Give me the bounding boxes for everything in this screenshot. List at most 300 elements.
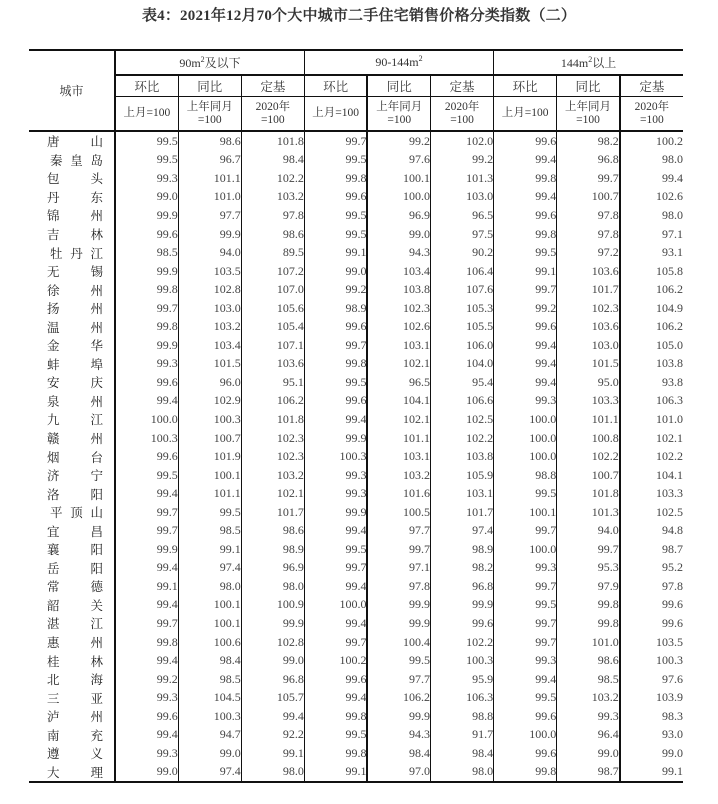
city-name-cell	[29, 707, 115, 726]
table-row	[29, 614, 683, 633]
value-cell: 103.8	[367, 280, 430, 299]
value-cell: 99.1	[304, 243, 367, 262]
value-cell: 99.8	[115, 317, 178, 336]
base-label-under-90-mom	[115, 97, 178, 132]
value-cell: 102.9	[178, 392, 241, 411]
value-cell: 99.7	[494, 521, 557, 540]
value-cell: 99.4	[304, 521, 367, 540]
value-cell: 99.5	[115, 151, 178, 170]
value-cell: 101.8	[241, 131, 304, 151]
city-name-cell	[29, 280, 115, 299]
value-cell: 99.3	[304, 466, 367, 485]
value-cell: 99.7	[115, 521, 178, 540]
value-cell: 104.1	[367, 392, 430, 411]
value-cell: 100.4	[367, 633, 430, 652]
value-cell: 103.2	[241, 466, 304, 485]
value-cell: 99.0	[304, 262, 367, 281]
value-cell: 99.4	[115, 726, 178, 745]
value-cell: 101.3	[431, 169, 494, 188]
value-cell: 99.4	[115, 596, 178, 615]
value-cell: 99.4	[494, 670, 557, 689]
value-cell: 101.0	[178, 188, 241, 207]
value-cell: 103.0	[178, 299, 241, 318]
value-cell: 103.4	[178, 336, 241, 355]
value-cell: 104.1	[656, 467, 683, 482]
value-cell: 95.1	[241, 373, 304, 392]
value-cell: 102.6	[656, 189, 683, 204]
value-cell: 103.2	[178, 317, 241, 336]
group-header-under-90: $90m^2$及以下	[115, 50, 304, 75]
table-row	[29, 392, 683, 411]
value-cell: 98.2	[431, 559, 494, 578]
base-label-line2: =100	[387, 113, 412, 126]
city-name-cell	[29, 447, 115, 466]
value-cell: 96.5	[431, 206, 494, 225]
value-cell: 100.2	[304, 651, 367, 670]
city-name: 唐 山	[47, 134, 103, 150]
value-cell: 99.5	[304, 540, 367, 559]
value-cell: 98.6	[178, 131, 241, 151]
value-cell: 101.0	[656, 411, 683, 426]
value-cell: 100.7	[557, 188, 620, 207]
city-name-cell	[29, 243, 115, 262]
city-name: 安 庆	[47, 375, 103, 391]
value-cell: 103.8	[431, 447, 494, 466]
value-cell: 107.0	[241, 280, 304, 299]
value-cell: 105.9	[431, 466, 494, 485]
value-cell: 99.9	[304, 503, 367, 522]
table-row	[29, 299, 683, 318]
value-cell: 99.6	[304, 188, 367, 207]
value-cell: 99.8	[304, 355, 367, 374]
value-cell: 99.7	[494, 280, 557, 299]
value-cell: 98.6	[557, 651, 620, 670]
value-cell: 103.9	[656, 690, 683, 705]
value-cell: 99.9	[367, 596, 430, 615]
value-cell: 91.7	[431, 726, 494, 745]
base-label-90-144-yoy	[367, 97, 430, 132]
city-name-cell	[29, 429, 115, 448]
value-cell: 99.0	[178, 744, 241, 763]
subheader-90-144-fixed-base: 定基	[431, 75, 494, 97]
value-cell: 99.9	[115, 206, 178, 225]
value-cell: 101.3	[557, 503, 620, 522]
value-cell: 99.3	[304, 484, 367, 503]
value-cell: 99.8	[494, 763, 557, 783]
value-cell: 103.3	[656, 486, 683, 501]
value-cell: 99.6	[662, 615, 683, 630]
price-index-table	[29, 49, 683, 783]
base-label-line2: =100	[450, 113, 474, 126]
table-row	[29, 280, 683, 299]
base-label-under-90-fixed-base	[241, 97, 304, 132]
value-cell: 99.7	[115, 614, 178, 633]
value-cell: 99.4	[241, 707, 304, 726]
value-cell: 98.5	[178, 521, 241, 540]
value-cell: 97.6	[662, 671, 683, 686]
value-cell: 102.2	[431, 633, 494, 652]
value-cell: 103.4	[367, 262, 430, 281]
value-cell: 105.7	[241, 688, 304, 707]
city-name-cell	[29, 503, 115, 522]
value-cell: 97.7	[367, 521, 430, 540]
value-cell: 97.7	[178, 206, 241, 225]
value-cell: 94.3	[367, 243, 430, 262]
value-cell: 99.6	[304, 317, 367, 336]
value-cell: 103.6	[241, 355, 304, 374]
value-cell: 99.8	[115, 633, 178, 652]
value-cell: 105.3	[431, 299, 494, 318]
value-cell: 98.6	[241, 225, 304, 244]
table-row	[29, 206, 683, 225]
city-name: 桂 林	[47, 653, 103, 669]
city-name-cell	[29, 484, 115, 503]
value-cell: 99.8	[557, 596, 620, 615]
value-cell: 99.6	[304, 392, 367, 411]
value-cell: 103.2	[557, 688, 620, 707]
city-name-cell	[29, 206, 115, 225]
value-cell: 106.0	[431, 336, 494, 355]
value-cell: 99.1	[304, 763, 367, 783]
table-row	[29, 336, 683, 355]
table-row	[29, 188, 683, 207]
value-cell: 99.8	[304, 707, 367, 726]
value-cell: 99.5	[304, 206, 367, 225]
value-cell: 97.1	[662, 226, 683, 241]
value-cell: 97.4	[431, 521, 494, 540]
value-cell: 99.4	[494, 355, 557, 374]
value-cell: 100.5	[367, 503, 430, 522]
value-cell: 97.8	[662, 578, 683, 593]
value-cell: 99.4	[115, 484, 178, 503]
value-cell: 102.8	[178, 280, 241, 299]
value-cell: 95.0	[557, 373, 620, 392]
value-cell: 97.5	[431, 225, 494, 244]
value-cell: 96.5	[367, 373, 430, 392]
base-label-line1: 2020年	[634, 100, 670, 113]
value-cell: 97.4	[178, 559, 241, 578]
base-label-line1: 上年同月	[564, 100, 611, 113]
value-cell: 93.1	[662, 245, 683, 260]
value-cell: 102.3	[241, 429, 304, 448]
value-cell: 99.0	[557, 744, 620, 763]
table-row	[29, 688, 683, 707]
city-name-cell	[29, 614, 115, 633]
city-name-cell	[29, 392, 115, 411]
value-cell: 99.3	[115, 688, 178, 707]
value-cell: 100.1	[494, 503, 557, 522]
value-cell: 100.1	[178, 596, 241, 615]
value-cell: 102.1	[367, 355, 430, 374]
value-cell: 99.6	[494, 707, 557, 726]
value-cell: 96.8	[241, 670, 304, 689]
value-cell: 99.0	[115, 763, 178, 783]
value-cell: 99.1	[115, 577, 178, 596]
table-row	[29, 447, 683, 466]
subheader-under-90-mom: 环比	[115, 75, 178, 97]
value-cell: 99.9	[431, 596, 494, 615]
value-cell: 99.2	[115, 670, 178, 689]
value-cell: 99.7	[115, 299, 178, 318]
value-cell: 99.4	[304, 577, 367, 596]
city-name-cell	[29, 577, 115, 596]
value-cell: 103.2	[367, 466, 430, 485]
base-label-90-144-mom	[304, 97, 367, 132]
value-cell: 93.8	[662, 374, 683, 389]
value-cell: 100.0	[494, 410, 557, 429]
value-cell: 99.8	[557, 614, 620, 633]
value-cell: 96.0	[178, 373, 241, 392]
value-cell: 99.5	[367, 651, 430, 670]
value-cell: 99.7	[557, 540, 620, 559]
city-name: 无 锡	[47, 264, 103, 280]
table-row	[29, 466, 683, 485]
value-cell: 99.6	[115, 373, 178, 392]
value-cell: 100.0	[304, 596, 367, 615]
value-cell: 96.9	[367, 206, 430, 225]
value-cell: 98.4	[178, 651, 241, 670]
value-cell: 99.7	[304, 559, 367, 578]
value-cell: 99.1	[494, 262, 557, 281]
city-name: 湛 江	[47, 616, 103, 632]
value-cell: 102.1	[241, 484, 304, 503]
value-cell: 99.3	[115, 169, 178, 188]
table-row	[29, 763, 683, 783]
base-label-line2: =100	[197, 113, 222, 126]
value-cell: 94.8	[662, 523, 683, 538]
value-cell: 99.9	[115, 336, 178, 355]
subheader-under-90-fixed-base: 定基	[241, 75, 304, 97]
value-cell: 99.5	[115, 131, 178, 151]
value-cell: 101.7	[241, 503, 304, 522]
city-name: 襄 阳	[47, 542, 103, 558]
city-name-cell	[29, 373, 115, 392]
city-name-cell	[29, 726, 115, 745]
subheader-over-144-fixed-base: 定基	[620, 75, 683, 97]
base-label-line2: =100	[640, 113, 664, 126]
city-name: 洛 阳	[47, 486, 103, 502]
value-cell: 103.3	[557, 392, 620, 411]
value-cell: 99.4	[662, 170, 683, 185]
value-cell: 107.6	[431, 280, 494, 299]
value-cell: 100.1	[178, 614, 241, 633]
base-label-line1: 上月=100	[312, 107, 360, 119]
base-label-over-144-fixed-base	[620, 97, 683, 132]
table-row	[29, 577, 683, 596]
value-cell: 105.5	[431, 317, 494, 336]
value-cell: 98.4	[367, 744, 430, 763]
value-cell: 100.7	[557, 466, 620, 485]
value-cell: 99.4	[494, 151, 557, 170]
value-cell: 94.7	[178, 726, 241, 745]
value-cell: 99.5	[494, 688, 557, 707]
value-cell: 99.3	[494, 392, 557, 411]
table-row	[29, 540, 683, 559]
city-name: 扬 州	[47, 301, 103, 317]
city-name-cell	[29, 131, 115, 151]
table-row	[29, 151, 683, 170]
city-name: 三 亚	[47, 690, 103, 706]
value-cell: 100.3	[656, 653, 683, 668]
value-cell: 103.5	[178, 262, 241, 281]
city-name: 温 州	[47, 319, 103, 335]
city-name-cell	[29, 466, 115, 485]
city-name-cell	[29, 521, 115, 540]
city-name-cell	[29, 670, 115, 689]
base-label-line1: 上年同月	[186, 100, 233, 113]
value-cell: 100.0	[367, 188, 430, 207]
value-cell: 97.9	[557, 577, 620, 596]
value-cell: 101.7	[431, 503, 494, 522]
value-cell: 99.3	[557, 707, 620, 726]
city-name: 牡丹江	[50, 245, 103, 261]
value-cell: 99.4	[494, 188, 557, 207]
value-cell: 99.6	[494, 206, 557, 225]
value-cell: 100.7	[178, 429, 241, 448]
value-cell: 106.6	[431, 392, 494, 411]
value-cell: 97.0	[367, 763, 430, 783]
value-cell: 103.6	[557, 262, 620, 281]
value-cell: 99.6	[662, 597, 683, 612]
base-label-under-90-yoy	[178, 97, 241, 132]
value-cell: 102.1	[367, 410, 430, 429]
value-cell: 98.3	[662, 708, 683, 723]
city-name: 吉 林	[47, 227, 103, 242]
city-name: 惠 州	[47, 635, 103, 651]
subheader-over-144-mom: 环比	[494, 75, 557, 97]
value-cell: 95.4	[431, 373, 494, 392]
subheader-under-90-yoy: 同比	[178, 75, 241, 97]
value-cell: 99.7	[494, 577, 557, 596]
value-cell: 100.1	[178, 466, 241, 485]
city-name: 常 德	[47, 579, 103, 595]
value-cell: 99.6	[115, 707, 178, 726]
value-cell: 99.4	[304, 410, 367, 429]
table-row	[29, 559, 683, 578]
value-cell: 99.6	[494, 317, 557, 336]
value-cell: 101.1	[178, 484, 241, 503]
table-row	[29, 670, 683, 689]
value-cell: 99.1	[620, 763, 683, 783]
value-cell: 94.0	[557, 521, 620, 540]
value-cell: 103.5	[656, 634, 683, 649]
value-cell: 90.2	[431, 243, 494, 262]
value-cell: 99.9	[115, 262, 178, 281]
value-cell: 99.6	[115, 225, 178, 244]
table-row	[29, 169, 683, 188]
value-cell: 97.2	[557, 243, 620, 262]
value-cell: 99.4	[304, 688, 367, 707]
value-cell: 102.0	[431, 131, 494, 151]
value-cell: 106.3	[656, 393, 683, 408]
value-cell: 99.3	[494, 651, 557, 670]
value-cell: 99.6	[431, 614, 494, 633]
value-cell: 97.4	[178, 763, 241, 783]
value-cell: 99.2	[494, 299, 557, 318]
base-label-line2: =100	[260, 113, 285, 126]
table-row	[29, 131, 683, 151]
value-cell: 100.6	[178, 633, 241, 652]
value-cell: 99.9	[367, 707, 430, 726]
value-cell: 97.8	[557, 206, 620, 225]
value-cell: 99.5	[115, 466, 178, 485]
city-name-cell	[29, 317, 115, 336]
city-name: 烟 台	[47, 449, 103, 465]
city-name: 平顶山	[50, 505, 103, 521]
value-cell: 99.8	[494, 169, 557, 188]
city-name-cell	[29, 688, 115, 707]
value-cell: 93.0	[662, 727, 683, 742]
value-cell: 99.6	[494, 744, 557, 763]
value-cell: 98.9	[431, 540, 494, 559]
value-cell: 99.3	[115, 744, 178, 763]
value-cell: 98.7	[662, 541, 683, 556]
base-label-line2: =100	[576, 113, 600, 126]
value-cell: 99.6	[494, 131, 557, 151]
value-cell: 99.4	[115, 651, 178, 670]
table-row	[29, 317, 683, 336]
table-row	[29, 521, 683, 540]
city-name: 岳 阳	[47, 560, 103, 576]
value-cell: 97.6	[367, 151, 430, 170]
city-name: 九 江	[47, 412, 103, 428]
value-cell: 99.4	[494, 336, 557, 355]
value-cell: 99.7	[115, 503, 178, 522]
value-cell: 102.3	[367, 299, 430, 318]
base-label-over-144-mom	[494, 97, 557, 132]
value-cell: 105.0	[656, 337, 683, 352]
city-name: 赣 州	[47, 431, 103, 447]
value-cell: 98.5	[115, 243, 178, 262]
base-label-line1: 2020年	[255, 100, 291, 113]
value-cell: 107.1	[241, 336, 304, 355]
value-cell: 99.1	[178, 540, 241, 559]
value-cell: 98.0	[178, 577, 241, 596]
value-cell: 107.2	[241, 262, 304, 281]
value-cell: 103.0	[557, 336, 620, 355]
value-cell: 99.0	[662, 745, 683, 760]
city-name-cell	[29, 169, 115, 188]
value-cell: 96.8	[557, 151, 620, 170]
value-cell: 98.9	[241, 540, 304, 559]
value-cell: 98.4	[431, 744, 494, 763]
city-name-cell	[29, 151, 115, 170]
value-cell: 100.3	[431, 651, 494, 670]
value-cell: 99.4	[494, 373, 557, 392]
value-cell: 99.7	[304, 336, 367, 355]
table-row	[29, 429, 683, 448]
value-cell: 101.8	[241, 410, 304, 429]
value-cell: 103.0	[431, 188, 494, 207]
value-cell: 100.9	[241, 596, 304, 615]
table-title: 表4：2021年12月70个大中城市二手住宅销售价格分类指数（二）	[141, 8, 577, 24]
value-cell: 102.2	[241, 169, 304, 188]
value-cell: 101.5	[178, 355, 241, 374]
value-cell: 99.0	[115, 188, 178, 207]
value-cell: 94.3	[367, 726, 430, 745]
value-cell: 102.3	[241, 447, 304, 466]
value-cell: 99.7	[494, 633, 557, 652]
value-cell: 97.8	[557, 225, 620, 244]
value-cell: 98.0	[662, 207, 683, 222]
value-cell: 99.9	[178, 225, 241, 244]
base-label-line1: 上月=100	[123, 107, 171, 119]
value-cell: 103.2	[241, 188, 304, 207]
city-name-cell	[29, 336, 115, 355]
value-cell: 105.6	[241, 299, 304, 318]
value-cell: 99.4	[304, 614, 367, 633]
city-name: 北 海	[47, 672, 103, 688]
